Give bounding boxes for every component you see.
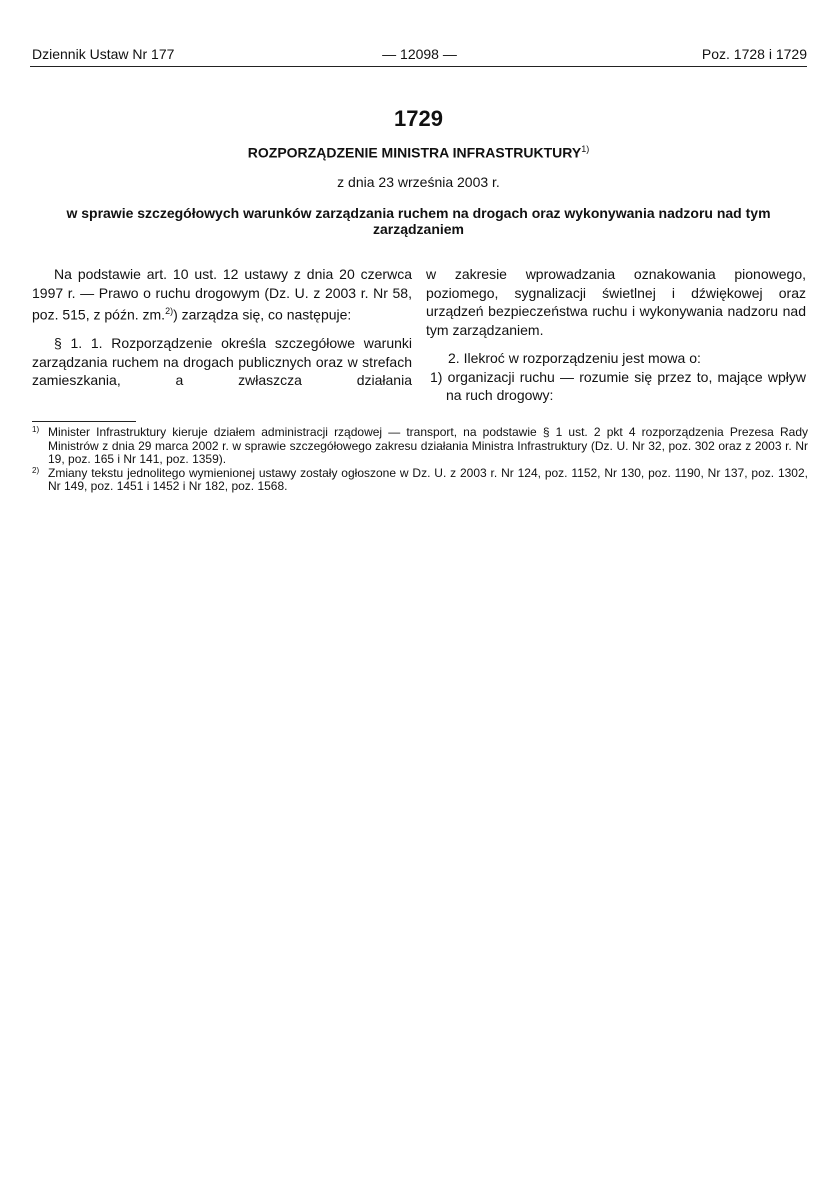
header-divider: [30, 66, 807, 67]
act-title: [0, 144, 837, 161]
footnote-text: Zmiany tekstu jednolitego wymienionej ustawy zostały ogłoszone w Dz. U. z 2003 r. Nr 124, poz. 1152, Nr 130, poz. 1190, Nr 137, poz. 1302, Nr 149, poz. 1451 i 1452 i Nr 182, poz. 1568.: [48, 465, 808, 493]
preamble: [32, 265, 412, 324]
preamble-text-a: Na podstawie art. 10 ust. 12 ustawy z dnia 20 czerwca 1997 r. — Prawo o ruchu drogowym (Dz. U. z 2003 r. Nr 58, poz. 515, z późn. zm.: [32, 266, 412, 323]
footnote: [32, 467, 808, 494]
text-column-left: [32, 265, 412, 390]
page-header: [32, 46, 807, 66]
act-subject: w sprawie szczegółowych warunków zarządzania ruchem na drogach oraz wykonywania nadzoru nad tym zarządzaniem: [66, 205, 771, 237]
act-number: 1729: [394, 106, 443, 131]
paragraph-1-continued: w zakresie wprowadzania oznakowania pionowego, poziomego, sygnalizacji świetlnej i dźwiękowej oraz urządzeń bezpieczeństwa ruchu i wykonywania nadzoru nad tym zarządzaniem.: [426, 266, 806, 338]
footnote-ref-2: 2): [165, 306, 174, 316]
footnote-mark: 1): [32, 425, 40, 434]
paragraph-1: § 1. 1. Rozporządzenie określa szczegółowe warunki zarządzania ruchem na drogach publicznych oraz w strefach zamieszkania, a zwłaszcza działania: [32, 335, 412, 389]
paragraph-2: 2. Ilekroć w rozporządzeniu jest mowa o:: [448, 350, 701, 366]
footnote: [32, 426, 808, 467]
list-item: 1) organizacji ruchu — rozumie się przez to, mające wpływ na ruch drogowy:: [430, 368, 806, 403]
footnote-text: Minister Infrastruktury kieruje działem administracji rządowej — transport, na podstawie § 1 ust. 2 pkt 4 rozporządzenia Prezesa Rady Ministrów z dnia 29 marca 2002 r. w sprawie szczegółowego zakresu działania Ministra Infrastruktury (Dz. U. Nr 32, poz. 302 oraz z 2003 r. Nr 19, poz. 165 i Nr 141, poz. 1359).: [48, 425, 808, 466]
footnote-divider: [32, 421, 136, 422]
footnote-ref-1: 1): [581, 144, 590, 154]
footnote-mark: 2): [32, 465, 40, 475]
page-number: — 12098 —: [382, 46, 457, 62]
footnotes: [32, 426, 808, 494]
journal-title: Dziennik Ustaw Nr 177: [32, 46, 175, 62]
preamble-text-b: ) zarządza się, co następuje:: [173, 306, 352, 323]
text-column-right: [426, 265, 806, 405]
act-date: z dnia 23 września 2003 r.: [337, 174, 500, 190]
act-title-text: ROZPORZĄDZENIE MINISTRA INFRASTRUKTURY: [247, 144, 582, 161]
position-reference: Poz. 1728 i 1729: [701, 46, 807, 62]
